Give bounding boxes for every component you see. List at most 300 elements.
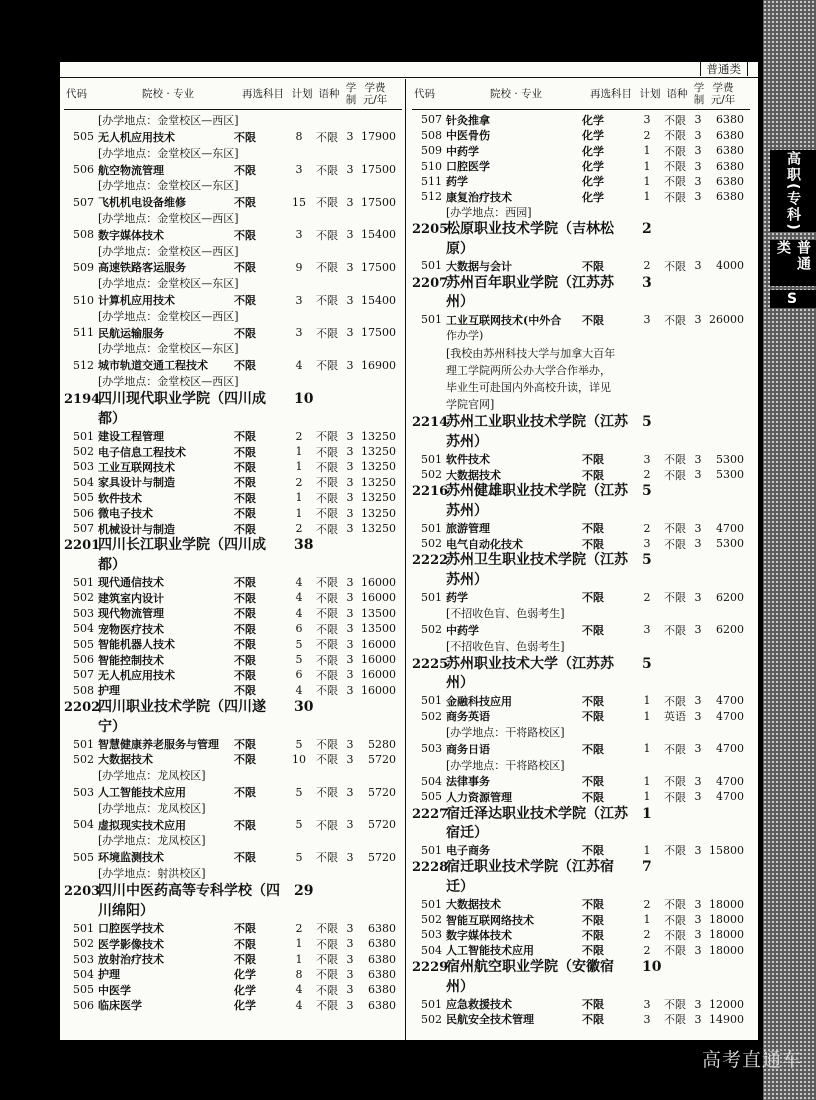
elective-subject: 不限 xyxy=(234,294,256,308)
major-name: 现代物流管理 xyxy=(98,607,164,621)
tuition-fee: 4700 xyxy=(716,709,744,723)
elective-subject: 化学 xyxy=(582,144,604,158)
years: 3 xyxy=(694,259,702,273)
school-name: 川绵阳） xyxy=(98,902,154,919)
header-fee: 学费元/年 xyxy=(710,82,736,106)
language: 不限 xyxy=(316,430,338,444)
header-lang: 语种 xyxy=(318,88,340,100)
tuition-fee: 6380 xyxy=(368,983,396,997)
years: 3 xyxy=(694,452,702,466)
header-years: 学制 xyxy=(693,82,705,106)
major-name: 软件技术 xyxy=(446,453,490,467)
years: 3 xyxy=(694,313,702,327)
table-row xyxy=(64,621,402,636)
elective-subject: 不限 xyxy=(234,491,256,505)
plan-count: 2 xyxy=(643,521,651,535)
table-row xyxy=(64,683,402,698)
major-code: 505 xyxy=(73,850,94,864)
table-row xyxy=(64,428,402,443)
major-code: 504 xyxy=(73,818,94,832)
years: 3 xyxy=(346,130,354,144)
tuition-fee: 13250 xyxy=(361,429,396,443)
major-code: 503 xyxy=(73,460,94,474)
school-total: 29 xyxy=(294,883,314,900)
plan-count: 4 xyxy=(295,591,303,605)
major-name: 高速铁路客运服务 xyxy=(98,261,186,275)
school-name: 宿迁泽达职业技术学院（江苏 xyxy=(446,805,628,822)
plan-count: 4 xyxy=(295,358,303,372)
tuition-fee: 5280 xyxy=(368,737,396,751)
major-name: 大数据技术 xyxy=(446,468,501,482)
language: 不限 xyxy=(664,623,686,637)
major-name: 大数据技术 xyxy=(98,753,153,767)
header-fee: 学费元/年 xyxy=(362,82,388,106)
major-code: 507 xyxy=(421,113,442,127)
table-row xyxy=(412,590,750,605)
school-total: 1 xyxy=(642,805,652,822)
school-name: 宿迁） xyxy=(446,825,488,842)
note-text: 理工学院两所公办大学合作举办， xyxy=(446,363,611,377)
language: 不限 xyxy=(664,259,686,273)
major-code: 502 xyxy=(421,537,442,551)
major-code: 511 xyxy=(421,174,442,188)
language: 不限 xyxy=(664,522,686,536)
school-code: 2194 xyxy=(64,392,101,408)
major-code: 507 xyxy=(73,522,94,536)
language: 不限 xyxy=(316,968,338,982)
major-name: 中药学 xyxy=(446,623,479,637)
watermark: 高考直通车 xyxy=(701,1049,802,1071)
plan-count: 3 xyxy=(295,293,303,307)
right-rows xyxy=(412,110,750,1027)
table-row xyxy=(412,943,750,958)
school-header xyxy=(412,482,750,502)
major-name: 中医学 xyxy=(98,983,131,997)
language: 不限 xyxy=(316,622,338,636)
elective-subject: 不限 xyxy=(582,468,604,482)
years: 3 xyxy=(346,606,354,620)
table-row xyxy=(64,292,402,307)
school-total xyxy=(638,240,642,259)
school-header xyxy=(64,410,402,429)
language: 不限 xyxy=(316,359,338,373)
school-name: 苏州） xyxy=(446,571,488,588)
side-tab-category: 普通类 xyxy=(770,240,816,286)
language: 不限 xyxy=(316,818,338,832)
tuition-fee: 13250 xyxy=(361,475,396,489)
plan-count: 8 xyxy=(295,130,303,144)
plan-count: 4 xyxy=(295,983,303,997)
school-code xyxy=(412,824,446,843)
major-name: 无人机应用技术 xyxy=(98,130,175,144)
plan-count: 2 xyxy=(643,468,651,482)
major-name: 中医骨伤 xyxy=(446,129,490,143)
elective-subject: 不限 xyxy=(234,163,256,177)
tuition-fee: 13250 xyxy=(361,445,396,459)
school-code: 2207 xyxy=(412,275,449,291)
table-row xyxy=(412,127,750,142)
tuition-fee: 17900 xyxy=(361,130,396,144)
language: 不限 xyxy=(664,537,686,551)
plan-count: 4 xyxy=(295,575,303,589)
elective-subject: 不限 xyxy=(234,591,256,605)
school-total xyxy=(638,978,642,997)
school-total: 5 xyxy=(642,483,652,500)
tuition-fee: 6380 xyxy=(716,128,744,142)
major-code: 509 xyxy=(421,144,442,158)
elective-subject: 不限 xyxy=(582,790,604,804)
major-code: 505 xyxy=(421,790,442,804)
plan-count: 3 xyxy=(295,228,303,242)
elective-subject: 化学 xyxy=(234,968,256,982)
language: 不限 xyxy=(316,460,338,474)
plan-count: 3 xyxy=(643,313,651,327)
school-code xyxy=(64,902,98,921)
table-row xyxy=(64,129,402,144)
table-row xyxy=(412,451,750,466)
elective-subject: 化学 xyxy=(582,129,604,143)
years: 3 xyxy=(346,737,354,751)
years: 3 xyxy=(346,429,354,443)
major-code: 502 xyxy=(73,445,94,459)
plan-count: 5 xyxy=(295,785,303,799)
note-text: [办学地点：金堂校区—西区] xyxy=(98,244,239,258)
header-subject: 再选科目 xyxy=(242,88,284,100)
plan-count: 6 xyxy=(295,622,303,636)
major-code: 501 xyxy=(421,897,442,911)
major-code: 504 xyxy=(73,475,94,489)
years: 3 xyxy=(694,1012,702,1026)
language: 不限 xyxy=(316,163,338,177)
years: 3 xyxy=(694,144,702,158)
plan-count: 3 xyxy=(643,997,651,1011)
major-name: 针灸推拿 xyxy=(446,113,490,127)
years: 3 xyxy=(346,752,354,766)
header-plan: 计划 xyxy=(639,88,661,100)
plan-count: 1 xyxy=(295,491,303,505)
language: 不限 xyxy=(664,844,686,858)
elective-subject: 不限 xyxy=(234,261,256,275)
table-row xyxy=(412,258,750,273)
elective-subject: 不限 xyxy=(582,694,604,708)
major-name: 智能控制技术 xyxy=(98,653,164,667)
major-name: 微电子技术 xyxy=(98,507,153,521)
table-row xyxy=(412,741,750,756)
years: 3 xyxy=(694,774,702,788)
major-name: 工业互联网技术 xyxy=(98,460,175,474)
elective-subject: 不限 xyxy=(234,937,256,951)
major-code: 505 xyxy=(73,130,94,144)
tuition-fee: 13250 xyxy=(361,460,396,474)
plan-count: 1 xyxy=(295,445,303,459)
plan-count: 2 xyxy=(643,128,651,142)
school-header xyxy=(64,718,402,737)
school-header xyxy=(412,824,750,843)
major-name: 环境监测技术 xyxy=(98,851,164,865)
years: 3 xyxy=(694,843,702,857)
major-name: 数字媒体技术 xyxy=(446,928,512,942)
language: 不限 xyxy=(316,684,338,698)
school-total xyxy=(638,571,642,590)
years: 3 xyxy=(346,637,354,651)
elective-subject: 不限 xyxy=(582,998,604,1012)
major-name: 飞机机电设备维修 xyxy=(98,196,186,210)
language: 不限 xyxy=(316,522,338,536)
language: 不限 xyxy=(664,742,686,756)
table-row xyxy=(412,521,750,536)
table-header xyxy=(64,79,402,110)
major-code: 501 xyxy=(421,452,442,466)
language: 不限 xyxy=(664,113,686,127)
tuition-fee: 18000 xyxy=(709,913,744,927)
note-text: 毕业生可赴国内外高校升读，详见 xyxy=(446,380,611,394)
table-row xyxy=(412,143,750,158)
elective-subject: 不限 xyxy=(582,537,604,551)
school-code: 2201 xyxy=(64,538,101,554)
tuition-fee: 5300 xyxy=(716,468,744,482)
elective-subject: 不限 xyxy=(234,851,256,865)
plan-count: 8 xyxy=(295,967,303,981)
years: 3 xyxy=(346,460,354,474)
school-code: 2227 xyxy=(412,806,449,822)
tuition-fee: 18000 xyxy=(709,943,744,957)
plan-count: 1 xyxy=(643,774,651,788)
elective-subject: 不限 xyxy=(234,445,256,459)
tuition-fee: 4700 xyxy=(716,774,744,788)
table-row xyxy=(64,490,402,505)
major-name: 宠物医疗技术 xyxy=(98,622,164,636)
major-code: 506 xyxy=(73,653,94,667)
plan-count: 1 xyxy=(295,506,303,520)
note-text: [办学地点：龙凤校区] xyxy=(98,769,206,783)
years: 3 xyxy=(346,358,354,372)
school-name: 宿州航空职业学院（安徽宿 xyxy=(446,959,614,976)
elective-subject: 不限 xyxy=(234,668,256,682)
language: 不限 xyxy=(316,491,338,505)
major-code: 507 xyxy=(73,668,94,682)
header-code: 代码 xyxy=(414,88,435,100)
school-header xyxy=(412,502,750,521)
years: 3 xyxy=(694,709,702,723)
school-name: 四川职业技术学院（四川遂 xyxy=(98,699,266,716)
school-code xyxy=(412,433,446,452)
document-page xyxy=(60,62,758,1040)
tuition-fee: 13250 xyxy=(361,491,396,505)
school-name: 苏州） xyxy=(446,502,488,519)
school-name: 迁） xyxy=(446,878,474,895)
major-name: 现代通信技术 xyxy=(98,576,164,590)
language: 不限 xyxy=(316,851,338,865)
major-name: 商务英语 xyxy=(446,710,490,724)
school-name: 苏州卫生职业技术学院（江苏 xyxy=(446,552,628,569)
years: 3 xyxy=(346,921,354,935)
plan-count: 4 xyxy=(295,683,303,697)
table-header xyxy=(412,79,750,110)
plan-count: 5 xyxy=(295,818,303,832)
note-text: [办学地点：金堂校区—东区] xyxy=(98,179,239,193)
tuition-fee: 16000 xyxy=(361,637,396,651)
tuition-fee: 4700 xyxy=(716,790,744,804)
plan-count: 1 xyxy=(643,694,651,708)
major-code: 506 xyxy=(73,506,94,520)
table-row xyxy=(412,312,750,327)
school-name: 宿迁职业技术学院（江苏宿 xyxy=(446,859,614,876)
major-code: 503 xyxy=(73,785,94,799)
major-name: 智慧健康养老服务与管理 xyxy=(98,738,219,752)
years: 3 xyxy=(346,785,354,799)
school-header xyxy=(412,274,750,294)
plan-count: 1 xyxy=(643,159,651,173)
elective-subject: 不限 xyxy=(234,653,256,667)
years: 3 xyxy=(346,575,354,589)
language: 不限 xyxy=(316,638,338,652)
major-name: 药学 xyxy=(446,175,468,189)
school-header xyxy=(412,878,750,897)
elective-subject: 不限 xyxy=(582,591,604,605)
table-row xyxy=(412,693,750,708)
major-name: 计算机应用技术 xyxy=(98,294,175,308)
major-code: 501 xyxy=(421,590,442,604)
plan-count: 1 xyxy=(295,937,303,951)
school-header xyxy=(412,858,750,878)
major-code: 505 xyxy=(73,491,94,505)
major-code: 505 xyxy=(73,637,94,651)
table-row xyxy=(64,227,402,242)
years: 3 xyxy=(694,694,702,708)
years: 3 xyxy=(346,967,354,981)
major-code: 501 xyxy=(73,575,94,589)
school-total: 38 xyxy=(294,537,314,554)
school-total xyxy=(638,433,642,452)
plan-count: 1 xyxy=(643,174,651,188)
table-row xyxy=(64,951,402,966)
school-header xyxy=(412,958,750,978)
side-tab-letter: S xyxy=(770,290,816,308)
school-total xyxy=(638,824,642,843)
years: 3 xyxy=(346,293,354,307)
note-text: [办学地点：龙凤校区] xyxy=(98,801,206,815)
table-row xyxy=(64,575,402,590)
school-code: 2202 xyxy=(64,700,101,716)
major-name: 建筑室内设计 xyxy=(98,591,164,605)
plan-count: 2 xyxy=(295,921,303,935)
school-header xyxy=(64,698,402,718)
major-code: 506 xyxy=(73,998,94,1012)
school-code xyxy=(412,978,446,997)
tuition-fee: 16000 xyxy=(361,668,396,682)
major-code: 501 xyxy=(421,313,442,327)
school-total: 10 xyxy=(294,391,314,408)
major-name: 大数据与会计 xyxy=(446,259,512,273)
years: 3 xyxy=(694,128,702,142)
table-row xyxy=(412,927,750,942)
language: 不限 xyxy=(316,228,338,242)
plan-count: 4 xyxy=(295,998,303,1012)
table-row xyxy=(64,936,402,951)
major-code: 501 xyxy=(421,843,442,857)
elective-subject: 不限 xyxy=(234,622,256,636)
left-rows xyxy=(64,110,402,1013)
elective-subject: 不限 xyxy=(582,259,604,273)
tuition-fee: 15800 xyxy=(709,843,744,857)
table-row xyxy=(64,752,402,767)
school-code xyxy=(64,718,98,737)
major-name: 中药学 xyxy=(446,144,479,158)
right-column xyxy=(412,79,750,1027)
tuition-fee: 17500 xyxy=(361,163,396,177)
plan-count: 1 xyxy=(643,709,651,723)
major-code: 508 xyxy=(421,128,442,142)
major-code: 504 xyxy=(421,943,442,957)
tuition-fee: 15400 xyxy=(361,293,396,307)
major-name: 家具设计与制造 xyxy=(98,476,175,490)
school-code xyxy=(64,410,98,429)
major-name: 工业互联网技术(中外合 xyxy=(446,313,562,327)
school-code xyxy=(412,240,446,259)
school-name: 苏州健雄职业技术学院（江苏 xyxy=(446,483,628,500)
school-code: 2203 xyxy=(64,884,101,900)
tuition-fee: 18000 xyxy=(709,897,744,911)
tuition-fee: 13500 xyxy=(361,622,396,636)
major-name: 人工智能技术应用 xyxy=(98,786,186,800)
language: 不限 xyxy=(316,261,338,275)
elective-subject: 不限 xyxy=(234,430,256,444)
table-row xyxy=(64,784,402,799)
table-row xyxy=(412,536,750,551)
major-code: 505 xyxy=(73,983,94,997)
tuition-fee: 4700 xyxy=(716,742,744,756)
tuition-fee: 6380 xyxy=(368,921,396,935)
major-name: 软件技术 xyxy=(98,491,142,505)
school-code: 2222 xyxy=(412,553,449,569)
table-row xyxy=(64,998,402,1013)
years: 3 xyxy=(346,683,354,697)
elective-subject: 不限 xyxy=(234,196,256,210)
major-name: 放射治疗技术 xyxy=(98,953,164,967)
years: 3 xyxy=(346,326,354,340)
plan-count: 2 xyxy=(643,590,651,604)
major-name: 电子商务 xyxy=(446,844,490,858)
major-name: 康复治疗技术 xyxy=(446,190,512,204)
note-text: [办学地点：干将路校区] xyxy=(446,758,565,772)
school-code xyxy=(412,293,446,312)
language: 不限 xyxy=(664,591,686,605)
plan-count: 1 xyxy=(295,460,303,474)
years: 3 xyxy=(346,952,354,966)
note-text: 作办学) xyxy=(446,329,484,343)
major-name: 应急救援技术 xyxy=(446,998,512,1012)
table-row xyxy=(64,194,402,209)
school-header xyxy=(412,293,750,312)
plan-count: 2 xyxy=(295,475,303,489)
school-total xyxy=(290,410,294,429)
table-row xyxy=(412,112,750,127)
school-code: 2229 xyxy=(412,960,449,976)
table-row xyxy=(64,358,402,373)
language: 不限 xyxy=(316,653,338,667)
plan-count: 5 xyxy=(295,737,303,751)
school-name: 州） xyxy=(446,294,474,311)
header-lang: 语种 xyxy=(666,88,688,100)
plan-count: 2 xyxy=(295,522,303,536)
major-code: 510 xyxy=(421,159,442,173)
language: 不限 xyxy=(316,445,338,459)
major-code: 503 xyxy=(73,952,94,966)
tuition-fee: 6380 xyxy=(716,144,744,158)
language: 不限 xyxy=(664,190,686,204)
category-label: 普通类 xyxy=(700,62,749,76)
language: 不限 xyxy=(316,576,338,590)
